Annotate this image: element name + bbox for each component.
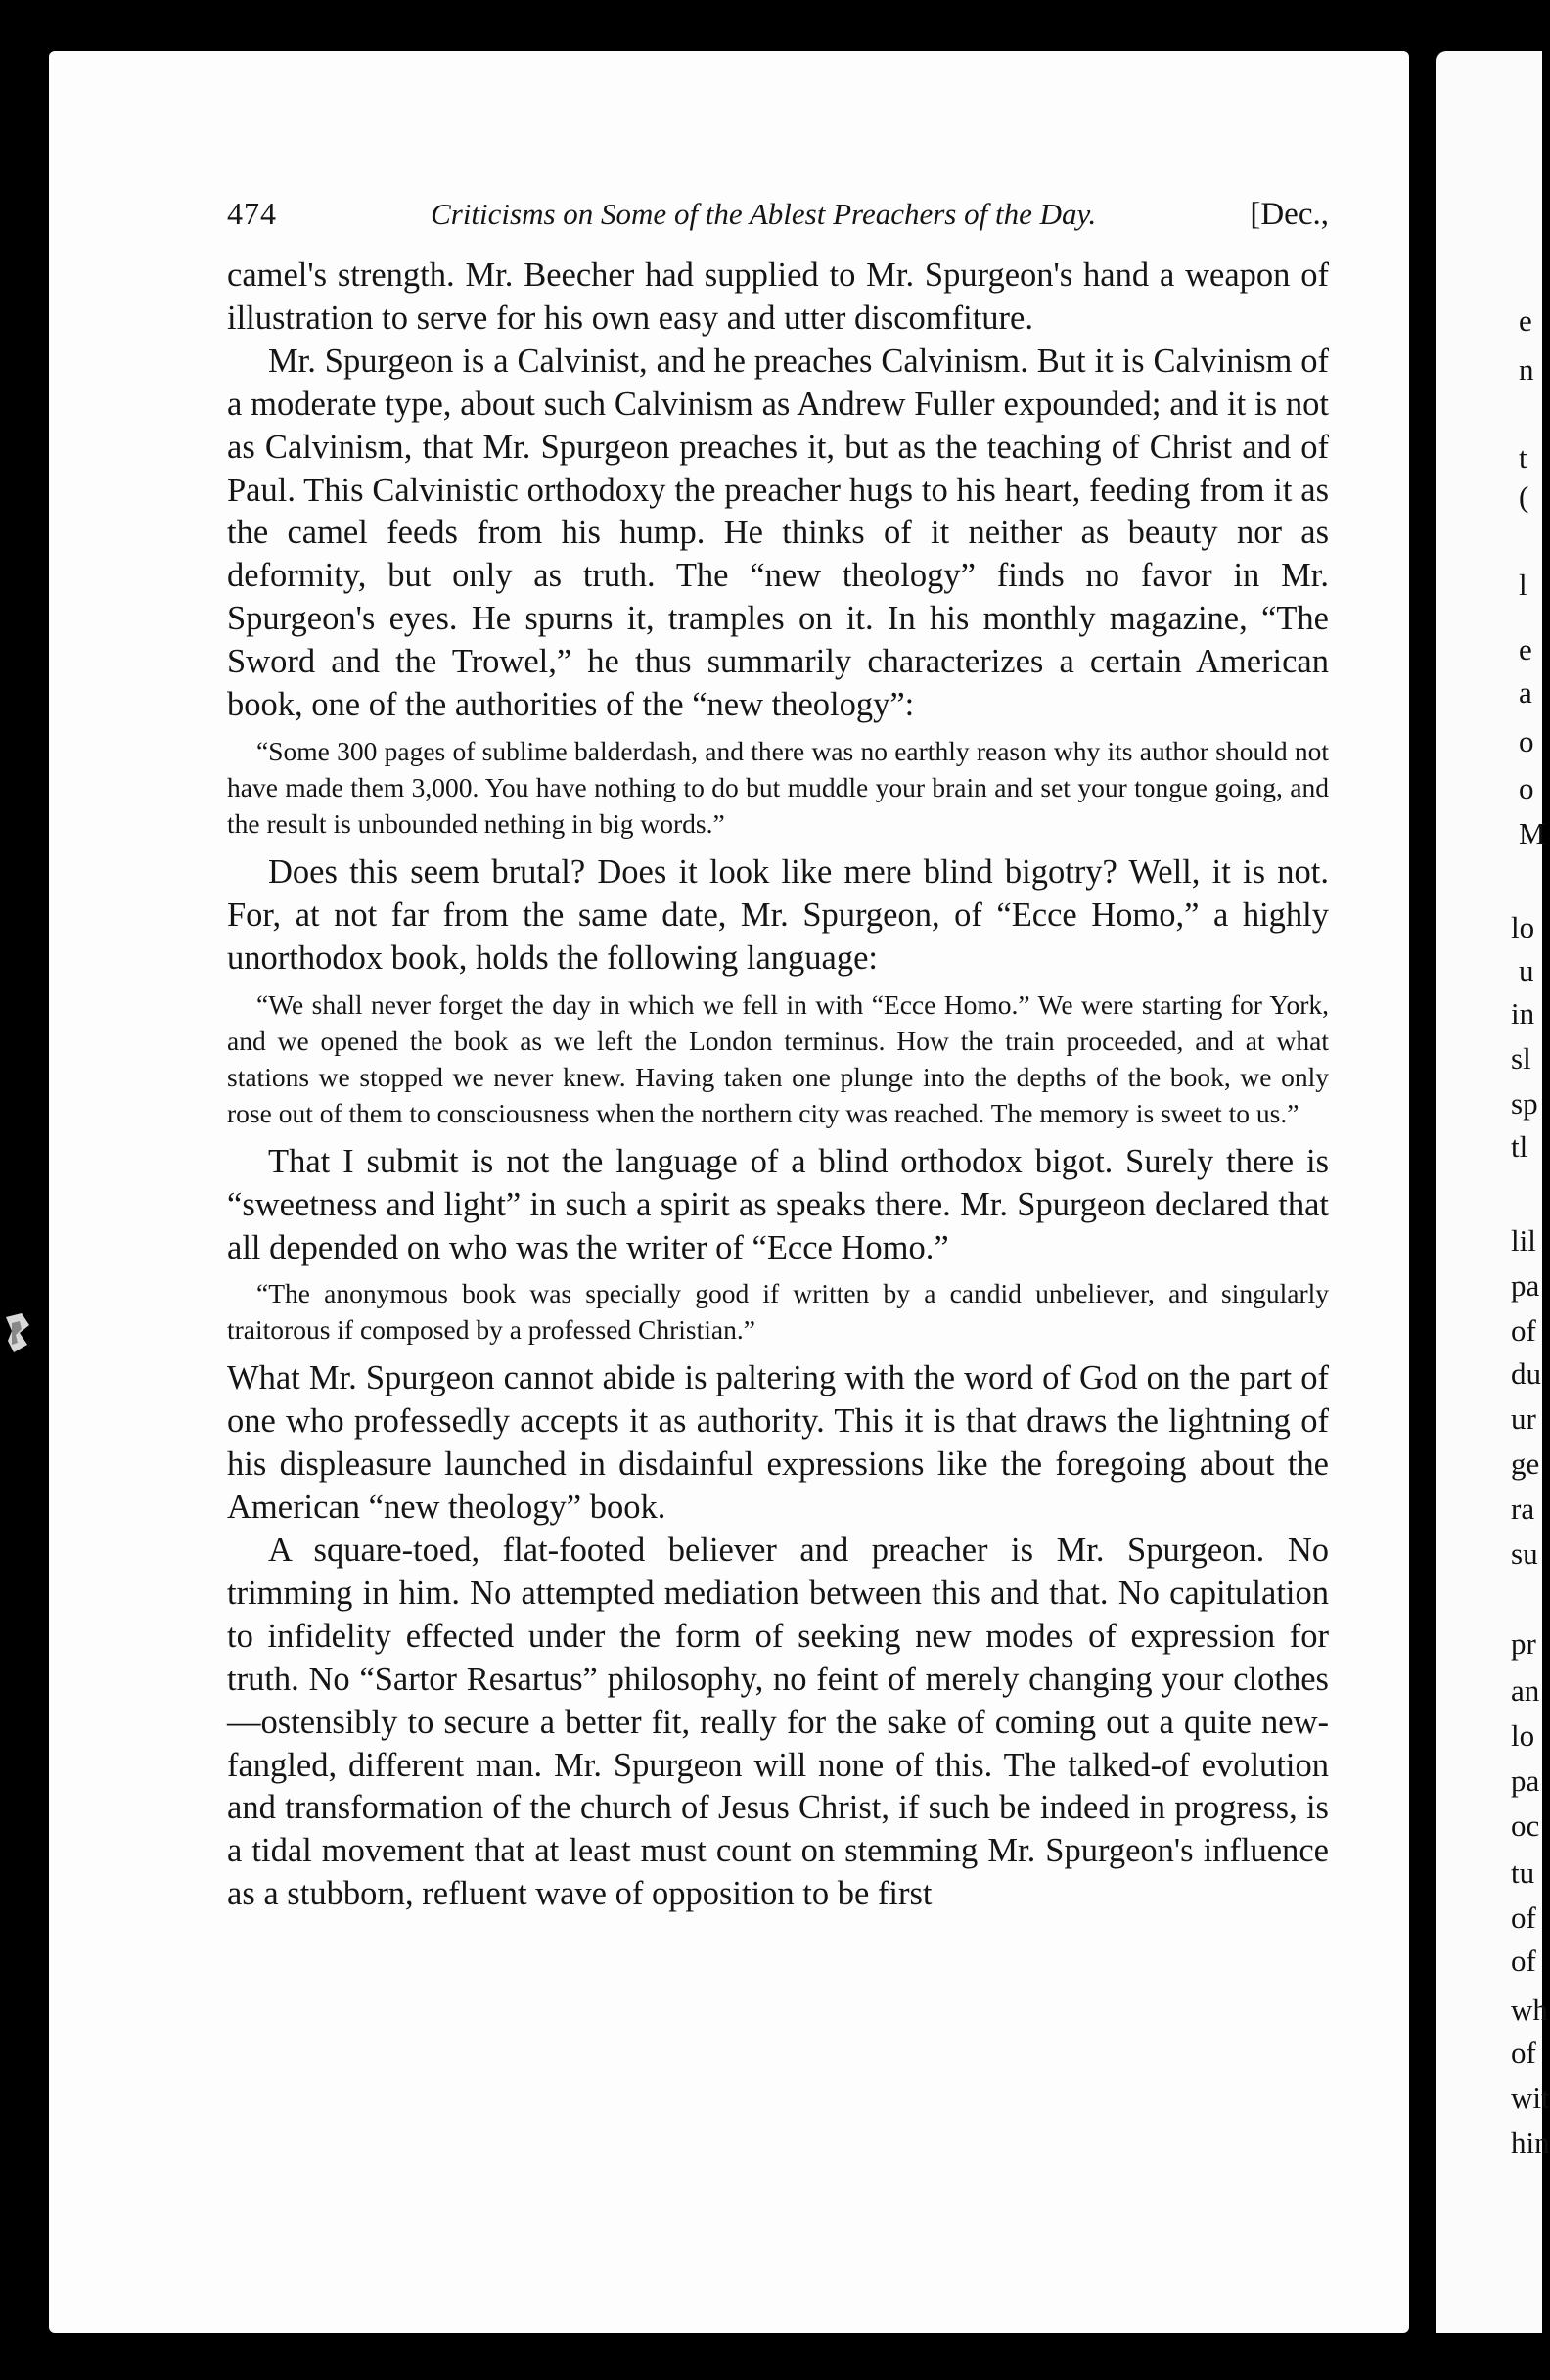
paragraph-4: That I submit is not the language of a blind orthodox bigot. Surely there is “sweetness and light” in such a spirit as speaks there. Mr. Spurgeon declared that all depended on who was the writer of “Ecce Homo.”: [227, 1142, 1329, 1266]
adjacent-page-fragment: of: [1511, 2036, 1536, 2070]
adjacent-page-edge: [1436, 51, 1550, 2333]
quote-1: “Some 300 pages of sublime balderdash, and there was no earthly reason why its author should not have made them 3,000. You have nothing to do but muddle your brain and set your tongue going, and the result is unbounded nething in big words.”: [227, 735, 1329, 839]
running-title: Criticisms on Some of the Ablest Preachers of the Day.: [431, 197, 1097, 231]
adjacent-page-fragment: e: [1519, 632, 1532, 666]
section-mark: [Dec.,: [1250, 197, 1329, 232]
adjacent-page-fragment: lo: [1511, 910, 1535, 944]
adjacent-page-fragment: o: [1519, 771, 1534, 805]
adjacent-page-fragment: du: [1511, 1356, 1541, 1391]
adjacent-page-fragment: u: [1519, 953, 1534, 987]
adjacent-page-fragment: wh: [1511, 1992, 1548, 2027]
adjacent-page-fragment: sp: [1511, 1086, 1538, 1121]
paragraph-5: What Mr. Spurgeon cannot abide is paltering with the word of God on the part of one who professedly accepts it as authority. This it is that draws the lightning of his displeasure launched in disdainful expressions like the foregoing about the American “new theology” book.: [227, 1359, 1329, 1527]
quote-3: “The anonymous book was specially good if written by a candid unbeliever, and singularly traitorous if composed by a professed Christian.”: [227, 1278, 1329, 1346]
page-number: 474: [227, 196, 277, 231]
adjacent-page-fragment: tu: [1511, 1855, 1535, 1890]
adjacent-page-fragment: wit: [1511, 2081, 1550, 2115]
adjacent-page-fragment: e: [1519, 303, 1532, 338]
adjacent-page-fragments: [1436, 51, 1550, 2333]
adjacent-page-fragment: pr: [1511, 1626, 1536, 1661]
paragraph-6: A square-toed, flat-footed believer and preacher is Mr. Spurgeon. No trimming in him. No attempted mediation between this and that. No capitulation to infidelity effected under the form of seeking new modes of expression for truth. No “Sartor Resartus” philosophy, no feint of merely changing your clothes—ostensibly to secure a better fit, really for the sake of coming out a quite new-fangled, different man. Mr. Spurgeon will none of this. The talked-of evolution and transformation of the church of Jesus Christ, if such be indeed in progress, is a tidal movement that at least must count on stemming Mr. Spurgeon's influence as a stubborn, refluent wave of opposition to be first: [227, 1532, 1329, 1913]
adjacent-page-fragment: oc: [1511, 1808, 1540, 1843]
adjacent-page-fragment: o: [1519, 724, 1534, 758]
adjacent-page-fragment: of: [1511, 1900, 1536, 1935]
binding-mark-icon: [0, 1311, 33, 1354]
adjacent-page-fragment: a: [1519, 675, 1532, 709]
adjacent-page-fragment: ur: [1511, 1401, 1536, 1436]
adjacent-page-fragment: lo: [1511, 1718, 1535, 1753]
adjacent-page-fragment: hin: [1511, 2126, 1550, 2160]
paragraph-2: Mr. Spurgeon is a Calvinist, and he preaches Calvinism. But it is Calvinism of a moderate type, about such Calvinism as Andrew Fuller expounded; and it is not as Calvinism, that Mr. Spurgeon preaches it, but as the teaching of Christ and of Paul. This Calvinistic orthodoxy the preacher hugs to his heart, feeding from it as the camel feeds from his hump. He thinks of it neither as beauty nor as deformity, but only as truth. The “new theology” finds no favor in Mr. Spurgeon's eyes. He spurns it, tramples on it. In his monthly magazine, “The Sword and the Trowel,” he thus summarily characterizes a certain American book, one of the authorities of the “new theology”:: [227, 342, 1329, 724]
adjacent-page-fragment: of: [1511, 1944, 1536, 1978]
book-page: [49, 51, 1409, 2333]
paragraph-1: camel's strength. Mr. Beecher had supplied to Mr. Spurgeon's hand a weapon of illustration to serve for his own easy and utter discomfiture.: [227, 256, 1329, 337]
running-head: [227, 196, 1329, 254]
adjacent-page-fragment: t: [1519, 440, 1527, 475]
adjacent-page-fragment: of: [1511, 1313, 1536, 1348]
adjacent-page-fragment: pa: [1511, 1268, 1540, 1303]
adjacent-page-fragment: n: [1519, 352, 1534, 387]
adjacent-page-fragment: l: [1519, 568, 1527, 602]
text-column: [227, 196, 1329, 1916]
quote-2: “We shall never forget the day in which we fell in with “Ecce Homo.” We were starting for York, and we opened the book as we left the London terminus. How the train proceeded, and at what stations we stopped we never knew. Having taken one plunge into the depths of the book, we only rose out of them to consciousness when the northern city was reached. The memory is sweet to us.”: [227, 988, 1329, 1128]
adjacent-page-fragment: su: [1511, 1536, 1538, 1571]
adjacent-page-fragment: tl: [1511, 1129, 1528, 1164]
adjacent-page-fragment: an: [1511, 1673, 1540, 1708]
adjacent-page-fragment: M: [1519, 816, 1546, 850]
adjacent-page-fragment: ra: [1511, 1491, 1535, 1526]
adjacent-page-fragment: ge: [1511, 1446, 1540, 1481]
adjacent-page-fragment: sl: [1511, 1041, 1531, 1076]
adjacent-page-fragment: (: [1519, 480, 1529, 514]
adjacent-page-fragment: pa: [1511, 1763, 1540, 1798]
adjacent-page-fragment: lil: [1511, 1223, 1536, 1258]
adjacent-page-fragment: in: [1511, 996, 1535, 1030]
paragraph-3: Does this seem brutal? Does it look like mere blind bigotry? Well, it is not. For, at not far from the same date, Mr. Spurgeon, of “Ecce Homo,” a highly unorthodox book, holds the following language:: [227, 852, 1329, 977]
